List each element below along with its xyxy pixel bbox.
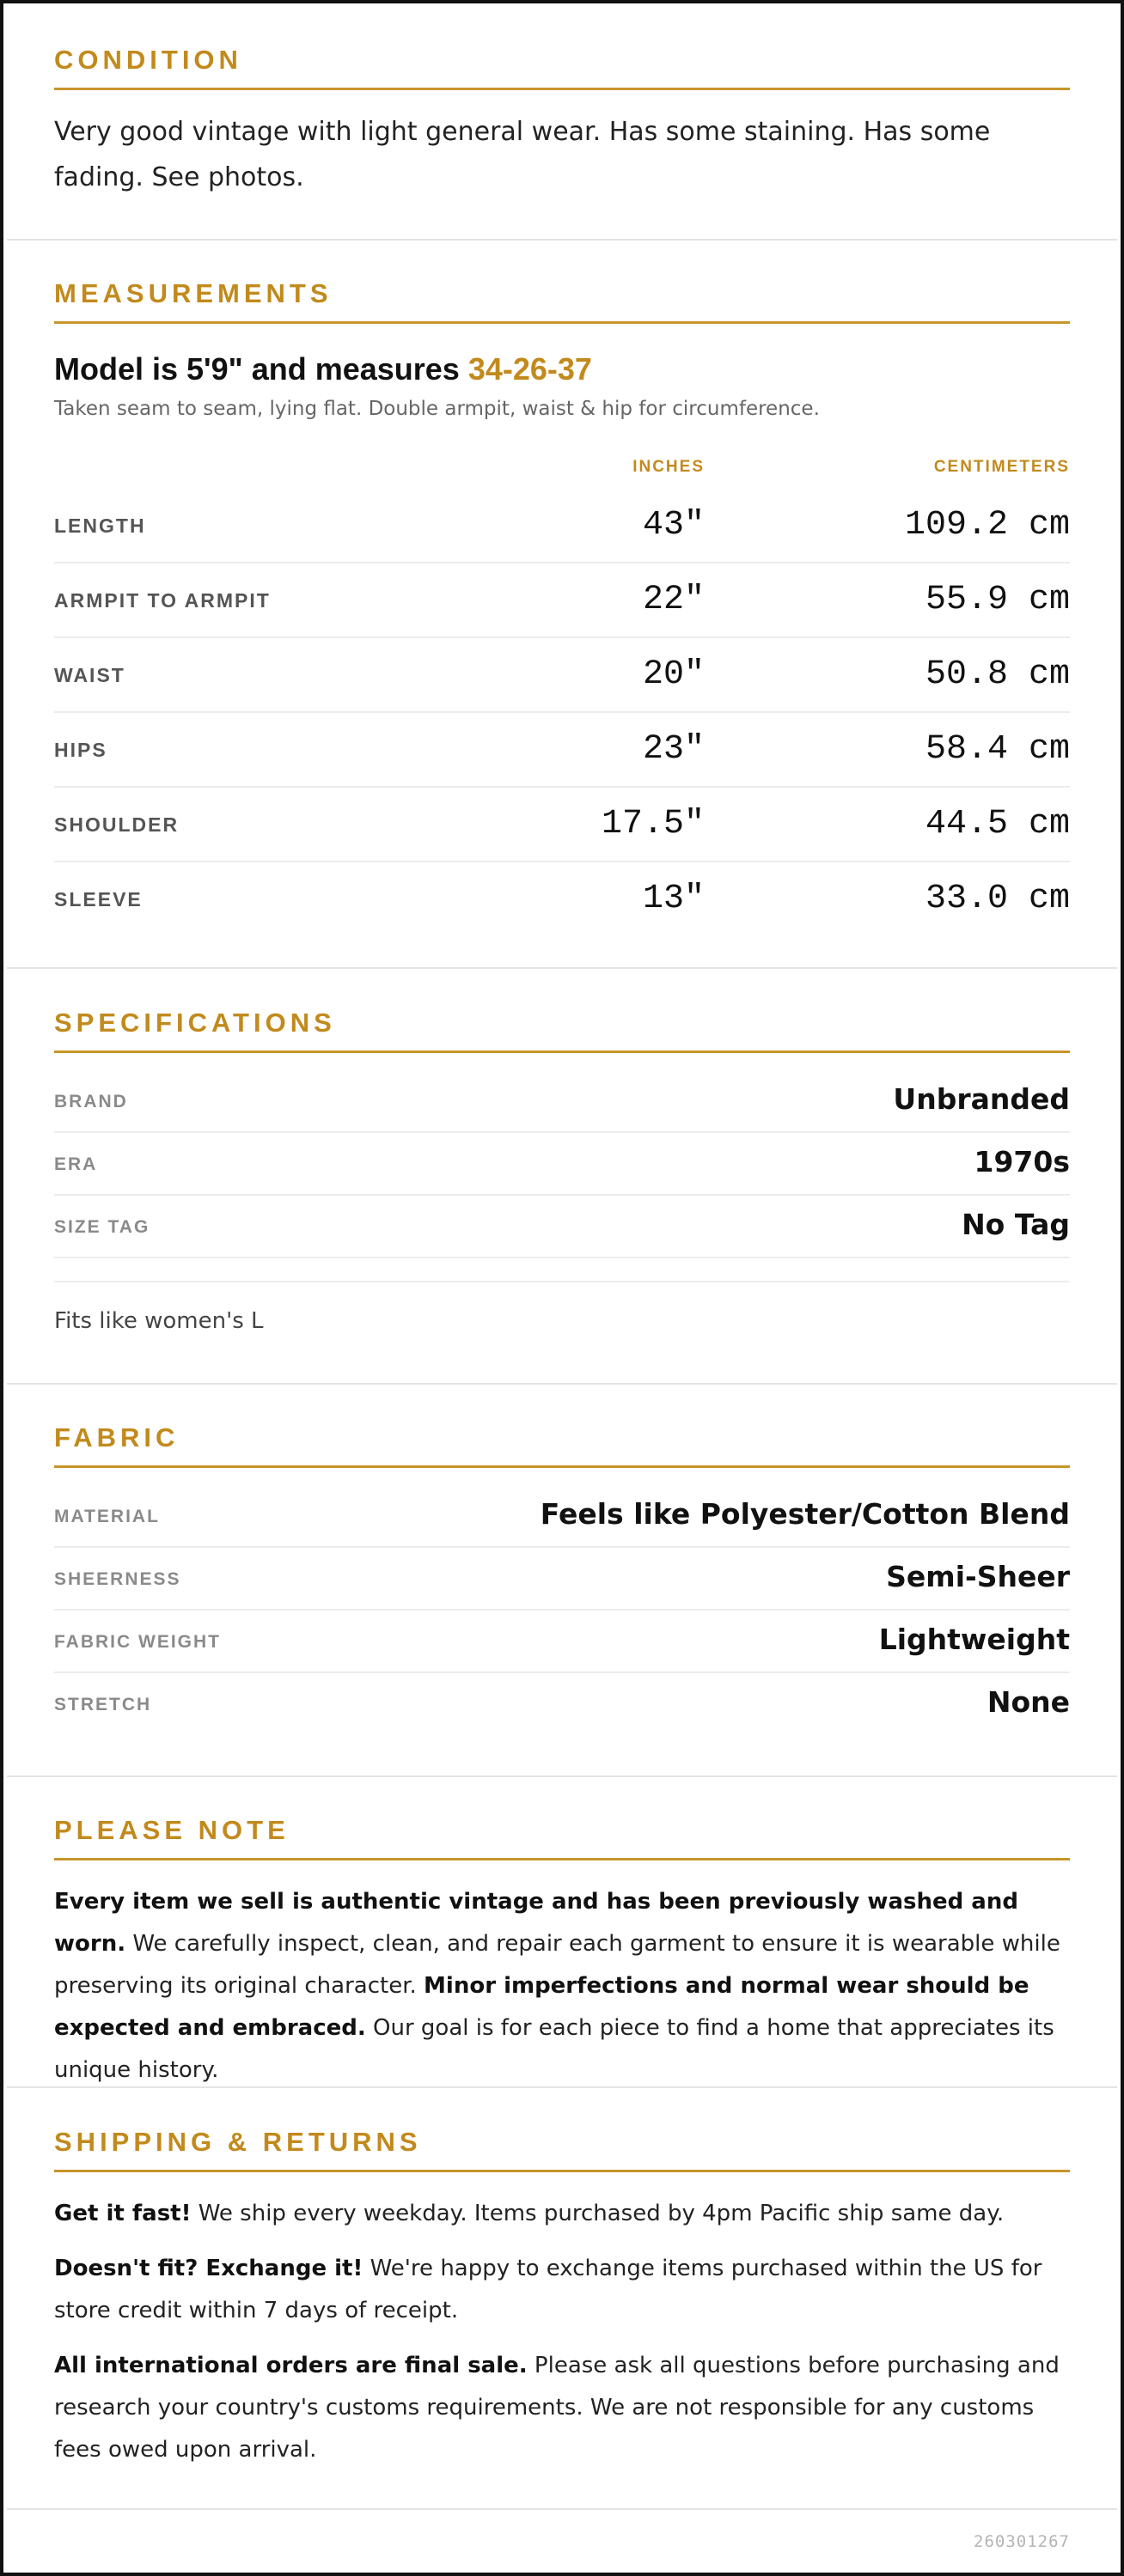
measurement-label: SLEEVE [54,888,143,910]
specifications-section [7,1008,1117,1334]
model-measures-value: 34-26-37 [467,351,592,387]
note-bold-2: Minor imperfections and normal wear should be expected and embraced. [54,1973,1029,2041]
shipping-bold-2: Doesn't fit? Exchange it! [54,2256,363,2281]
fabric-heading: FABRIC [54,1422,1070,1468]
shipping-paragraph-2 [54,2248,1070,2332]
spec-label: SIZE TAG [54,1217,150,1237]
please-note-text [54,1881,1070,2092]
measurement-label: WAIST [54,664,125,686]
spec-row-brand [54,1070,1070,1133]
measurement-inches: 13" [642,880,705,918]
measurement-note: Taken seam to seam, lying flat. Double armpit, waist & hip for circumference. [54,398,820,420]
measurement-cm: 44.5 cm [925,805,1070,843]
fabric-label: STRETCH [54,1695,152,1714]
fabric-label: FABRIC WEIGHT [54,1632,221,1652]
measurement-row-waist [54,638,1070,713]
please-note-heading: PLEASE NOTE [54,1815,1070,1860]
measurement-column-headers [54,439,1070,489]
section-divider [7,239,1117,241]
measurement-row-shoulder [54,788,1070,862]
fabric-value: Feels like Polyester/Cotton Blend [540,1497,1070,1531]
spec-value: No Tag [962,1208,1070,1241]
shipping-heading: SHIPPING & RETURNS [54,2127,1070,2172]
section-divider [7,1775,1117,1777]
please-note-section [7,1815,1117,2092]
measurement-cm: 33.0 cm [925,880,1070,918]
measurement-label: ARMPIT TO ARMPIT [54,589,271,612]
measurement-inches: 20" [642,655,705,694]
measurements-section [7,278,1117,937]
measurement-cm: 50.8 cm [925,655,1070,694]
measurement-inches: 43" [642,506,705,545]
fabric-value: Semi-Sheer [886,1560,1070,1593]
inches-column-header: INCHES [632,458,705,476]
shipping-section [7,2127,1117,2471]
fabric-value: None [987,1685,1070,1719]
shipping-text-3: Please ask all questions before purchasing and research your country's customs requirements. We are not responsible for any customs fees owed upon arrival. [54,2353,1060,2463]
fabric-label: MATERIAL [54,1507,160,1526]
measurement-row-length [54,489,1070,563]
fabric-row-weight [54,1611,1070,1673]
centimeters-column-header: CENTIMETERS [933,458,1070,476]
section-divider [7,967,1117,969]
shipping-bold-1: Get it fast! [54,2201,192,2226]
measurement-label: LENGTH [54,515,146,537]
model-prefix: Model is 5'9" and measures [54,351,468,387]
note-text-1: We carefully inspect, clean, and repair each garment to ensure it is wearable while preserving its original character. [54,1931,1060,1999]
condition-heading: CONDITION [54,45,1070,90]
measurement-row-sleeve [54,862,1070,937]
model-measurements [54,351,1070,387]
fabric-section [7,1422,1117,1736]
spec-value: Unbranded [893,1082,1070,1116]
measurement-label: SHOULDER [54,813,180,836]
fit-note: Fits like women's L [54,1308,264,1334]
fabric-label: SHEERNESS [54,1569,181,1589]
shipping-paragraph-3 [54,2345,1070,2471]
note-bold-1: Every item we sell is authentic vintage and has been previously washed and worn. [54,1889,1018,1957]
condition-text: Very good vintage with light general wear. Has some staining. Has some fading. See photos. [54,117,991,192]
measurement-inches: 17.5" [601,805,705,843]
measurement-label: HIPS [54,739,107,761]
measurement-cm: 58.4 cm [925,730,1070,769]
section-divider [7,1383,1117,1385]
shipping-bold-3: All international orders are final sale. [54,2353,528,2378]
spec-label: BRAND [54,1092,128,1111]
fabric-row-stretch [54,1673,1070,1736]
specifications-heading: SPECIFICATIONS [54,1008,1070,1053]
fabric-row-sheerness [54,1548,1070,1611]
condition-section [7,45,1117,200]
spec-label: ERA [54,1154,98,1174]
measurement-row-armpit [54,563,1070,638]
section-divider [7,2086,1117,2088]
measurement-inches: 23" [642,730,705,769]
spec-row-era [54,1133,1070,1196]
item-id: 260301267 [974,2532,1070,2551]
section-divider [7,2508,1117,2510]
fabric-value: Lightweight [878,1623,1070,1656]
fabric-row-material [54,1485,1070,1548]
note-text-2: Our goal is for each piece to find a home that appreciates its unique history. [54,2015,1054,2083]
shipping-text-2: We're happy to exchange items purchased within the US for store credit within 7 days of receipt. [54,2256,1042,2323]
spec-value: 1970s [974,1145,1070,1178]
shipping-text-1: We ship every weekday. Items purchased by 4pm Pacific ship same day. [191,2201,1005,2226]
measurement-row-hips [54,713,1070,788]
spec-row-size-tag [54,1196,1070,1258]
measurements-heading: MEASUREMENTS [54,278,1070,324]
measurement-inches: 22" [642,581,705,619]
shipping-paragraph-1 [54,2193,1070,2235]
measurement-cm: 55.9 cm [925,581,1070,619]
measurement-cm: 109.2 cm [904,506,1070,545]
